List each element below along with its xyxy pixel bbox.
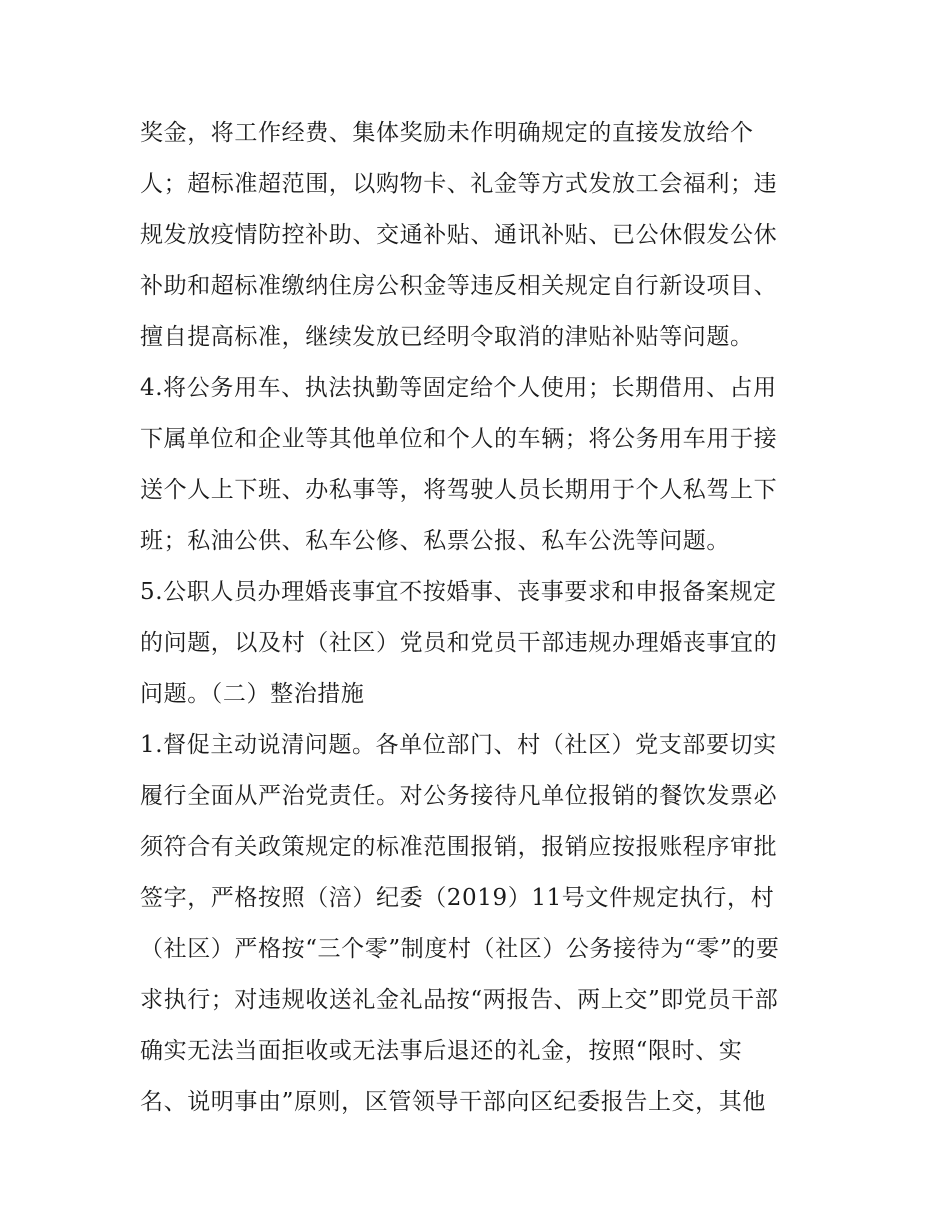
text-line: 人；超标准超范围，以购物卡、礼金等方式发放工会福利；违 — [140, 171, 778, 197]
text-line: 下属单位和企业等其他单位和个人的车辆；将公务用车用于接 — [140, 426, 778, 452]
text-line: 1.督促主动说清问题。各单位部门、村（社区）党支部要切实 — [140, 732, 777, 758]
text-line: 补助和超标准缴纳住房公积金等违反相关规定自行新设项目、 — [140, 273, 778, 299]
text-line: 班；私油公供、私车公修、私票公报、私车公洗等问题。 — [140, 528, 730, 554]
text-line: 擅自提高标准，继续发放已经明令取消的津贴补贴等问题。 — [140, 324, 754, 350]
text-line: 4.将公务用车、执法执勤等固定给个人使用；长期借用、占用 — [140, 375, 777, 401]
text-line: 规发放疫情防控补助、交通补贴、通讯补贴、已公休假发公休 — [140, 222, 778, 248]
text-line: 确实无法当面拒收或无法事后退还的礼金，按照“限时、实 — [140, 1038, 743, 1064]
body-text — [140, 108, 820, 1128]
text-line: 名、说明事由”原则，区管领导干部向区纪委报告上交，其他 — [140, 1089, 766, 1115]
text-line: 问题。（二）整治措施 — [140, 681, 365, 707]
text-line: 须符合有关政策规定的标准范围报销，报销应按报账程序审批 — [140, 834, 778, 860]
text-line: 5.公职人员办理婚丧事宜不按婚事、丧事要求和申报备案规定 — [140, 579, 777, 605]
text-line: 签字，严格按照（涪）纪委（2019）11号文件规定执行，村 — [140, 885, 775, 911]
text-line: 的问题，以及村（社区）党员和党员干部违规办理婚丧事宜的 — [140, 630, 778, 656]
text-line: 求执行；对违规收送礼金礼品按“两报告、两上交”即党员干部 — [140, 987, 779, 1013]
text-line: 奖金，将工作经费、集体奖励未作明确规定的直接发放给个 — [140, 120, 754, 146]
text-line: 送个人上下班、办私事等，将驾驶人员长期用于个人私驾上下 — [140, 477, 778, 503]
text-line: （社区）严格按“三个零”制度村（社区）公务接待为“零”的要 — [140, 936, 780, 962]
text-line: 履行全面从严治党责任。对公务接待凡单位报销的餐饮发票必 — [140, 783, 778, 809]
